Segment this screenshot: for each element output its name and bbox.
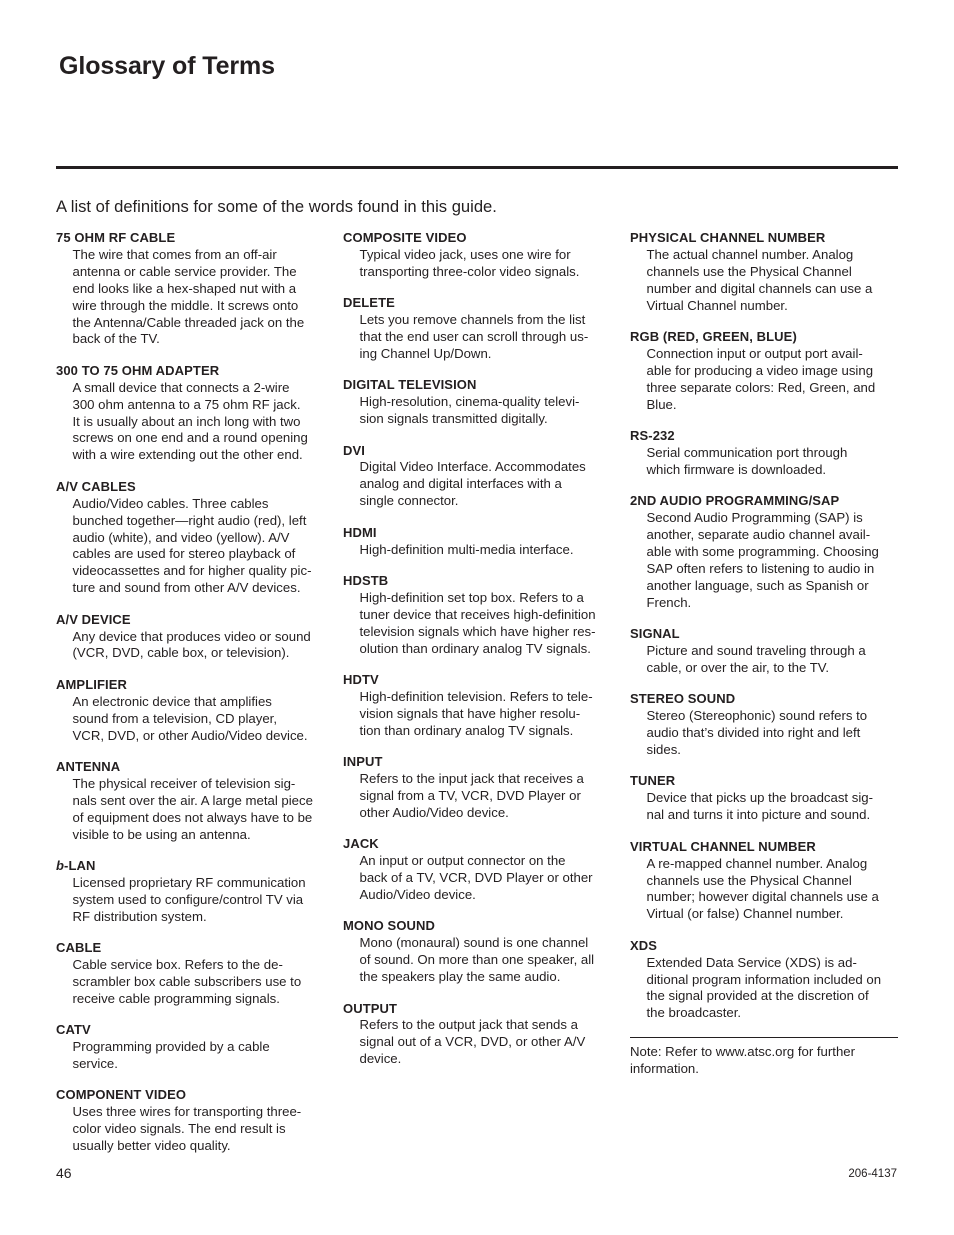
term-label: MONO SOUND (343, 918, 435, 934)
glossary-entry (56, 612, 326, 663)
definition-line: Any device that produces video or sound (72, 628, 311, 644)
definition-line: sion signals transmitted digitally. (359, 411, 548, 427)
definition-line: Serial communication port through (646, 444, 848, 460)
term-name (630, 230, 898, 247)
definition-line: channels use the Physical Channel (646, 872, 852, 888)
definition-line: of sound. On more than one speaker, all (359, 952, 595, 968)
glossary-entry (630, 230, 898, 315)
term-name (343, 918, 613, 935)
glossary-entry (343, 525, 613, 559)
definition-line: A re-mapped channel number. Analog (646, 855, 868, 871)
term-label: 300 TO 75 OHM ADAPTER (56, 362, 220, 378)
definition-line: It is usually about an inch long with two (72, 413, 301, 429)
definition-line: RF distribution system. (72, 908, 207, 924)
definition-line: Virtual Channel number. (646, 297, 788, 313)
definition-line: Connection input or output port avail- (646, 345, 863, 361)
term-definition (73, 957, 327, 1008)
definition-line: with a wire extending out the other end. (72, 447, 303, 463)
glossary-entry (630, 773, 898, 824)
term-definition (360, 771, 614, 822)
glossary-entry (630, 691, 898, 759)
definition-line: end looks like a hex-shaped nut with a (72, 280, 297, 296)
definition-line: system used to configure/control TV via (72, 891, 304, 907)
term-definition (647, 510, 899, 611)
footnote-line: Note: Refer to www.atsc.org for further (630, 1043, 856, 1059)
term-name (56, 612, 326, 629)
definition-line: A small device that connects a 2-wire (72, 379, 290, 395)
definition-line: back of a TV, VCR, DVD Player or other (359, 870, 593, 886)
definition-line: olution than ordinary analog TV signals. (359, 640, 591, 656)
definition-line: Virtual (or false) Channel number. (646, 906, 844, 922)
term-name (343, 1001, 613, 1018)
definition-line: another, separate audio channel avail- (646, 527, 871, 543)
term-definition (647, 247, 899, 315)
term-name (343, 443, 613, 460)
definition-line: wire through the middle. It screws onto (72, 297, 299, 313)
term-name (343, 377, 613, 394)
term-definition (360, 312, 614, 363)
definition-line: cable, or over the air, to the TV. (646, 659, 830, 675)
term-label: STEREO SOUND (630, 691, 736, 707)
definition-line: 300 ohm antenna to a 75 ohm RF jack. (72, 396, 301, 412)
definition-line: The wire that comes from an off-air (72, 246, 277, 262)
glossary-column-3 (630, 230, 898, 1078)
definition-line: tuner device that receives high-definition (359, 606, 596, 622)
term-label: CATV (56, 1022, 91, 1038)
term-name (56, 759, 326, 776)
glossary-entry (56, 759, 326, 844)
definition-line: Refers to the input jack that receives a (359, 771, 584, 787)
term-label: HDTV (343, 672, 379, 688)
glossary-column-2 (343, 230, 613, 1083)
definition-line: channels use the Physical Channel (646, 263, 852, 279)
definition-line: Programming provided by a cable (72, 1039, 270, 1055)
definition-line: which firmware is downloaded. (646, 461, 827, 477)
definition-line: High-definition multi-media interface. (359, 541, 574, 557)
glossary-entry (630, 493, 898, 611)
definition-line: the broadcaster. (646, 1005, 742, 1021)
definition-line: Mono (monaural) sound is one channel (359, 935, 589, 951)
definition-line: SAP often refers to listening to audio in (646, 560, 875, 576)
term-definition (647, 790, 899, 824)
definition-line: Licensed proprietary RF communication (72, 874, 306, 890)
definition-line: Digital Video Interface. Accommodates (359, 459, 586, 475)
definition-line: single connector. (359, 493, 459, 509)
term-label: OUTPUT (343, 1000, 398, 1016)
term-label: AMPLIFIER (56, 676, 127, 692)
glossary-column-1 (56, 230, 326, 1170)
term-label: ANTENNA (56, 758, 121, 774)
term-label: COMPONENT VIDEO (56, 1087, 187, 1103)
definition-line: receive cable programming signals. (72, 990, 280, 1006)
term-label: COMPOSITE VIDEO (343, 230, 467, 245)
term-definition (360, 394, 614, 428)
definition-line: nals sent over the air. A large metal piece (72, 792, 313, 808)
term-label: CABLE (56, 940, 102, 956)
glossary-entries (630, 230, 898, 1022)
term-definition (647, 346, 899, 414)
definition-line: usually better video quality. (72, 1138, 231, 1154)
term-label: SIGNAL (630, 626, 680, 642)
definition-line: analog and digital interfaces with a (359, 476, 562, 492)
definition-line: signal out of a VCR, DVD, or other A/V (359, 1034, 586, 1050)
term-name (343, 230, 613, 247)
definition-line: transporting three-color video signals. (359, 263, 580, 279)
glossary-entry (343, 918, 613, 986)
definition-line: screws on one end and a round opening (72, 430, 308, 446)
term-label: INPUT (343, 754, 383, 770)
definition-line: Picture and sound traveling through a (646, 643, 866, 659)
term-name (56, 1087, 326, 1104)
term-name (343, 525, 613, 542)
glossary-entry (56, 1087, 326, 1155)
term-label: -LAN (64, 858, 96, 873)
term-name (56, 230, 326, 247)
intro-text: A list of definitions for some of the words found in this guide. (56, 197, 497, 216)
term-definition (73, 629, 327, 663)
term-name (343, 836, 613, 853)
term-name (343, 295, 613, 312)
term-label: TUNER (630, 773, 676, 789)
glossary-entry (343, 1001, 613, 1069)
glossary-entry (56, 677, 326, 745)
definition-line: audio that’s divided into right and left (646, 725, 861, 741)
term-label: JACK (343, 836, 379, 852)
term-label: DELETE (343, 295, 395, 311)
definition-line: videocassettes and for higher quality pic- (72, 563, 312, 579)
definition-line: the speakers play the same audio. (359, 969, 561, 985)
glossary-entry (343, 295, 613, 363)
term-definition (73, 496, 327, 597)
glossary-entry (343, 573, 613, 658)
definition-line: the signal provided at the discretion of (646, 988, 869, 1004)
definition-line: other Audio/Video device. (359, 804, 509, 820)
term-label: XDS (630, 937, 658, 953)
glossary-entry (343, 230, 613, 281)
glossary-entry (630, 626, 898, 677)
definition-line: bunched together—right audio (red), left (72, 512, 307, 528)
definition-line: vision signals that have higher resolu- (359, 705, 581, 721)
definition-line: Refers to the output jack that sends a (359, 1017, 578, 1033)
definition-line: Stereo (Stereophonic) sound refers to (646, 708, 868, 724)
definition-line: Blue. (646, 396, 677, 412)
definition-line: number and digital channels can use a (646, 280, 873, 296)
glossary-entry (630, 938, 898, 1023)
definition-line: Audio/Video device. (359, 887, 476, 902)
glossary-entry (630, 329, 898, 414)
term-name (56, 479, 326, 496)
term-name (630, 493, 898, 510)
definition-line: color video signals. The end result is (72, 1121, 286, 1137)
term-definition (360, 853, 614, 904)
term-definition (73, 247, 327, 348)
term-name (343, 672, 613, 689)
definition-line: Audio/Video cables. Three cables (72, 495, 269, 511)
term-definition (360, 542, 614, 559)
term-label: HDSTB (343, 573, 389, 588)
term-prefix: b (56, 858, 65, 873)
definition-line: ditional program information included on (646, 971, 882, 987)
term-name (343, 754, 613, 771)
definition-line: number; however digital channels use a (646, 889, 879, 905)
term-name (630, 773, 898, 790)
page-number: 46 (56, 1165, 72, 1181)
definition-line: sound from a television, CD player, (72, 710, 278, 726)
definition-line: nal and turns it into picture and sound. (646, 807, 871, 823)
term-name (56, 363, 326, 380)
glossary-entry (343, 672, 613, 740)
term-definition (647, 708, 899, 759)
term-definition (73, 380, 327, 465)
term-name (630, 329, 898, 346)
definition-line: the Antenna/Cable threaded jack on the (72, 314, 305, 330)
term-label: HDMI (343, 524, 377, 540)
definition-line: of equipment does not always have to be (72, 809, 313, 825)
term-definition (73, 694, 327, 745)
definition-line: visible to be using an antenna. (72, 826, 251, 842)
term-definition (360, 247, 614, 281)
term-name (56, 677, 326, 694)
definition-line: The physical receiver of television sig- (72, 775, 296, 791)
term-definition (73, 875, 327, 926)
term-name (630, 938, 898, 955)
definition-line: Second Audio Programming (SAP) is (646, 510, 863, 526)
definition-line: that the end user can scroll through us- (359, 329, 589, 345)
title-rule (56, 166, 898, 169)
definition-line: Device that picks up the broadcast sig- (646, 790, 873, 806)
term-name (630, 839, 898, 856)
term-name (56, 1022, 326, 1039)
term-label: DVI (343, 442, 365, 458)
term-definition (73, 1104, 327, 1155)
term-definition (73, 1039, 327, 1073)
definition-line: High-definition television. Refers to tele- (359, 688, 593, 704)
glossary-entry (56, 940, 326, 1008)
term-label: DIGITAL TELEVISION (343, 377, 477, 393)
definition-line: signal from a TV, VCR, DVD Player or (359, 787, 581, 803)
page-title: Glossary of Terms (59, 52, 275, 80)
glossary-entry (630, 428, 898, 479)
term-label: VIRTUAL CHANNEL NUMBER (630, 838, 816, 854)
term-label: A/V CABLES (56, 478, 136, 494)
term-definition (647, 643, 899, 677)
definition-line: Cable service box. Refers to the de- (72, 957, 283, 973)
glossary-entry (630, 839, 898, 924)
definition-line: service. (72, 1056, 118, 1072)
term-definition (647, 955, 899, 1023)
definition-line: An electronic device that amplifies (72, 693, 272, 709)
glossary-entry (343, 836, 613, 904)
term-label: RS-232 (630, 428, 675, 444)
term-name (630, 428, 898, 445)
term-name (343, 573, 613, 590)
definition-line: Typical video jack, uses one wire for (359, 246, 571, 262)
definition-line: device. (359, 1051, 402, 1067)
glossary-entry (343, 754, 613, 822)
term-definition (647, 856, 899, 924)
definition-line: scrambler box cable subscribers use to (72, 973, 302, 989)
term-definition (360, 590, 614, 658)
definition-line: audio (white), and video (yellow). A/V (72, 529, 290, 545)
glossary-entry (343, 443, 613, 511)
definition-line: VCR, DVD, or other Audio/Video device. (72, 727, 308, 743)
term-definition (647, 445, 899, 479)
term-name (56, 858, 326, 875)
definition-line: Uses three wires for transporting three- (72, 1104, 302, 1120)
term-label: A/V DEVICE (56, 611, 131, 627)
term-definition (73, 776, 327, 844)
glossary-entry (56, 1022, 326, 1073)
definition-line: able with some programming. Choosing (646, 544, 879, 559)
glossary-entry (56, 230, 326, 348)
definition-line: back of the TV. (72, 331, 160, 347)
glossary-entry (56, 363, 326, 464)
term-definition (360, 459, 614, 510)
definition-line: another language, such as Spanish or (646, 577, 869, 593)
definition-line: ture and sound from other A/V devices. (72, 580, 301, 596)
definition-line: High-resolution, cinema-quality televi- (359, 394, 580, 410)
term-label: 75 OHM RF CABLE (56, 230, 176, 245)
term-name (56, 940, 326, 957)
definition-line: Extended Data Service (XDS) is ad- (646, 954, 857, 970)
term-label: 2ND AUDIO PROGRAMMING/SAP (630, 493, 840, 509)
definition-line: sides. (646, 742, 681, 758)
definition-line: cables are used for stereo playback of (72, 546, 296, 562)
term-label: PHYSICAL CHANNEL NUMBER (630, 230, 826, 245)
definition-line: French. (646, 594, 692, 610)
definition-line: An input or output connector on the (359, 853, 566, 869)
term-definition (360, 1017, 614, 1068)
definition-line: (VCR, DVD, cable box, or television). (72, 645, 290, 661)
definition-line: antenna or cable service provider. The (72, 263, 297, 279)
document-id: 206-4137 (848, 1168, 897, 1180)
term-name (630, 626, 898, 643)
definition-line: television signals which have higher res- (359, 623, 596, 639)
definition-line: tion than ordinary analog TV signals. (359, 722, 574, 738)
term-label: RGB (RED, GREEN, BLUE) (630, 329, 797, 345)
note-divider (630, 1037, 898, 1038)
term-definition (360, 935, 614, 986)
glossary-entry (56, 479, 326, 597)
definition-line: High-definition set top box. Refers to a (359, 589, 584, 605)
glossary-entry (343, 377, 613, 428)
definition-line: able for producing a video image using (646, 362, 874, 378)
term-definition (360, 689, 614, 740)
definition-line: three separate colors: Red, Green, and (646, 379, 876, 395)
footnote-line: information. (630, 1060, 699, 1076)
glossary-entry (56, 858, 326, 926)
definition-line: Lets you remove channels from the list (359, 312, 586, 328)
definition-line: The actual channel number. Analog (646, 246, 854, 262)
definition-line: ing Channel Up/Down. (359, 345, 492, 361)
footnote (630, 1044, 898, 1078)
term-name (630, 691, 898, 708)
